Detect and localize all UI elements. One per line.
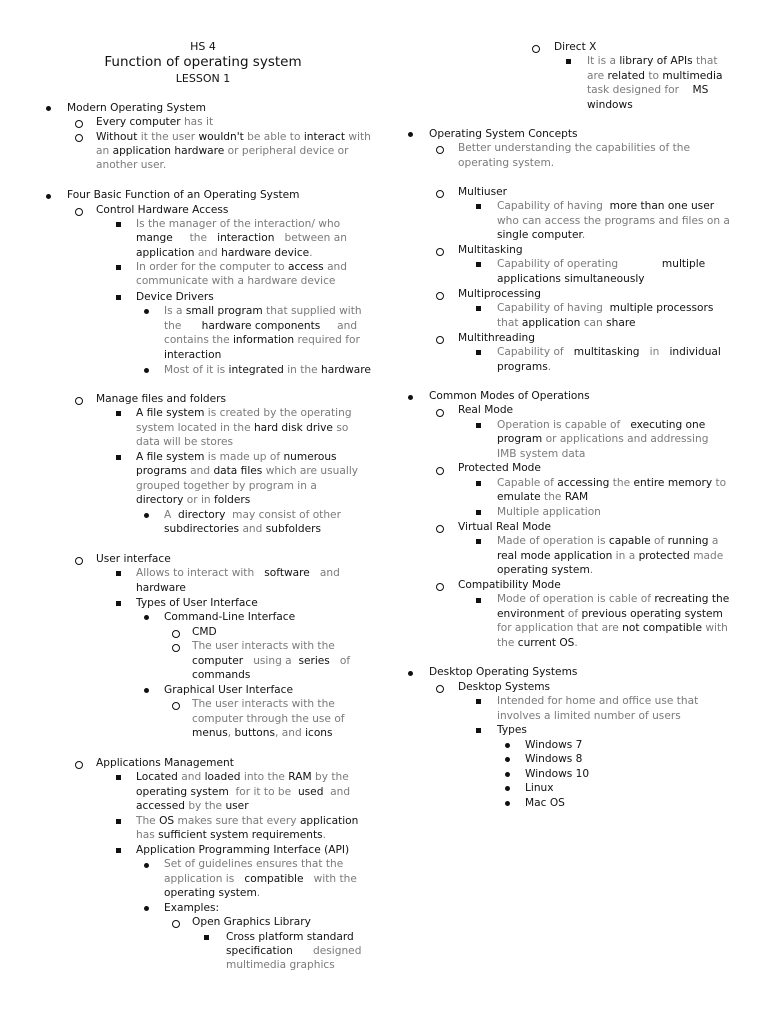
text-line: hardware <box>136 582 186 594</box>
text-line: Mode of operation is cable of recreating the <box>497 593 730 605</box>
bullet-dot <box>144 863 149 868</box>
bullet-dot <box>505 786 510 791</box>
text-line: commands <box>192 669 251 681</box>
text-line: windows <box>587 99 633 111</box>
text-line: Operation is capable of executing one <box>497 419 706 431</box>
text-line: the hardware components and <box>164 320 358 332</box>
text-line: operating system for it to be used and <box>136 786 351 798</box>
list-item-cont: an application hardware or peripheral device or <box>96 145 349 157</box>
bullet-dot <box>505 757 510 762</box>
subheading-control: Control Hardware Access <box>96 204 229 216</box>
bullet-circle <box>172 920 180 928</box>
subheading-apps: Applications Management <box>96 757 234 769</box>
bullet-dot <box>505 772 510 777</box>
text-line: emulate the RAM <box>497 491 589 503</box>
bullet-square <box>476 306 481 311</box>
section-heading-four: Four Basic Function of an Operating System <box>67 189 300 201</box>
text-line: task designed for MS <box>587 84 709 96</box>
subheading-types-ui: Types of User Interface <box>136 597 258 609</box>
bullet-circle <box>75 120 83 128</box>
list-item: Windows 10 <box>525 768 590 780</box>
text-line: Made of operation is capable of running a <box>497 535 719 547</box>
text-line: programs and data files which are usually <box>136 465 359 477</box>
bullet-square <box>476 539 481 544</box>
bullet-dot <box>144 615 149 620</box>
bullet-square <box>116 775 121 780</box>
subheading-cli: Command-Line Interface <box>164 611 296 623</box>
subheading-examples: Examples: <box>164 902 220 914</box>
text-line: are related to multimedia <box>587 70 723 82</box>
text-line: involves a limited number of users <box>497 710 681 722</box>
list-item-cont: another user. <box>96 159 167 171</box>
list-item: Every computer has it <box>96 116 214 128</box>
text-line: Intended for home and office use that <box>497 695 699 707</box>
subject-code: HS 4 <box>190 40 216 53</box>
bullet-dot <box>144 309 149 314</box>
text-line: that application can share <box>497 317 636 329</box>
text-line: data will be stores <box>136 436 234 448</box>
text-line: computer through the use of <box>192 713 345 725</box>
text-line: A file system is created by the operating <box>136 407 352 419</box>
bullet-square <box>116 411 121 416</box>
section-heading-desktop: Desktop Operating Systems <box>429 666 578 678</box>
bullet-circle <box>75 134 83 142</box>
text-line: The OS makes sure that every application <box>136 815 359 827</box>
text-line: Multiple application <box>497 506 601 518</box>
subheading-directx: Direct X <box>554 41 597 53</box>
text-line: CMD <box>192 626 217 638</box>
bullet-circle <box>75 208 83 216</box>
bullet-square <box>476 262 481 267</box>
text-line: accessed by the user <box>136 800 249 812</box>
subheading-gui: Graphical User Interface <box>164 684 294 696</box>
text-line: Most of it is integrated in the hardware <box>164 364 371 376</box>
bullet-circle <box>172 630 180 638</box>
text-line: who can access the programs and files on a <box>497 215 730 227</box>
text-line: Is the manager of the interaction/ who <box>136 218 341 230</box>
bullet-circle <box>436 292 444 300</box>
bullet-square <box>476 598 481 603</box>
bullet-square <box>476 204 481 209</box>
list-item: Mac OS <box>525 797 565 809</box>
bullet-square <box>204 935 209 940</box>
text-line: Capable of accessing the entire memory to <box>497 477 727 489</box>
text-line: Set of guidelines ensures that the <box>164 858 344 870</box>
bullet-square <box>476 481 481 486</box>
bullet-circle <box>75 557 83 565</box>
text-line: It is a library of APIs that <box>587 55 718 67</box>
subheading-real: Real Mode <box>458 404 514 416</box>
text-line: environment of previous operating system <box>497 608 723 620</box>
page-title: Function of operating system <box>104 54 302 70</box>
text-line: Capability of having more than one user <box>497 200 715 212</box>
text-line: for application that are not compatible with <box>497 622 728 634</box>
bullet-dot <box>46 194 51 199</box>
bullet-circle <box>172 644 180 652</box>
bullet-dot <box>144 906 149 911</box>
bullet-circle <box>172 702 180 710</box>
text-line: multimedia graphics <box>226 959 335 971</box>
bullet-dot <box>408 395 413 400</box>
text-line: the current OS. <box>497 637 578 649</box>
text-line: program or applications and addressing <box>497 433 709 445</box>
bullet-square <box>116 571 121 576</box>
bullet-dot <box>505 801 510 806</box>
text-line: The user interacts with the <box>192 640 335 652</box>
text-line: Better understanding the capabilities of the <box>458 142 691 154</box>
subheading-compat: Compatibility Mode <box>458 579 561 591</box>
bullet-circle <box>532 45 540 53</box>
text-line: application and hardware device. <box>136 247 313 259</box>
bullet-circle <box>436 146 444 154</box>
bullet-square <box>476 699 481 704</box>
subheading-multithreading: Multithreading <box>458 332 536 344</box>
bullet-dot <box>144 688 149 693</box>
bullet-dot <box>46 106 51 111</box>
list-item: Windows 7 <box>525 739 583 751</box>
section-heading-concepts: Operating System Concepts <box>429 128 578 140</box>
bullet-square <box>116 848 121 853</box>
subheading-api: Application Programming Interface (API) <box>136 844 350 856</box>
text-line: Capability of operating multiple <box>497 258 706 270</box>
text-line: Allows to interact with software and <box>136 567 340 579</box>
subheading-multiprocessing: Multiprocessing <box>458 288 541 300</box>
list-item: Without it the user wouldn't be able to interact with <box>96 131 371 143</box>
text-line: computer using a series of <box>192 655 351 667</box>
bullet-dot <box>408 671 413 676</box>
text-line: Capability of multitasking in individual <box>497 346 721 358</box>
text-line: applications simultaneously <box>497 273 645 285</box>
text-line: The user interacts with the <box>192 698 335 710</box>
text-line: subdirectories and subfolders <box>164 523 321 535</box>
text-line: system located in the hard disk drive so <box>136 422 349 434</box>
text-line: operating system. <box>497 564 594 576</box>
bullet-square <box>476 423 481 428</box>
text-line: grouped together by program in a <box>136 480 317 492</box>
bullet-square <box>116 295 121 300</box>
text-line: real mode application in a protected made <box>497 550 724 562</box>
bullet-circle <box>436 248 444 256</box>
section-heading-modern: Modern Operating System <box>67 102 206 114</box>
text-line: A directory may consist of other <box>164 509 341 521</box>
subheading-drivers: Device Drivers <box>136 291 214 303</box>
text-line: application is compatible with the <box>164 873 357 885</box>
bullet-square <box>476 350 481 355</box>
text-line: In order for the computer to access and <box>136 261 347 273</box>
subheading-ui: User interface <box>96 553 171 565</box>
bullet-circle <box>436 336 444 344</box>
bullet-dot <box>505 743 510 748</box>
text-line: Located and loaded into the RAM by the <box>136 771 349 783</box>
text-line: Is a small program that supplied with <box>164 305 362 317</box>
subheading-protected: Protected Mode <box>458 462 541 474</box>
subheading-virtual: Virtual Real Mode <box>458 521 552 533</box>
list-item: Linux <box>525 782 554 794</box>
bullet-dot <box>408 132 413 137</box>
subheading-files: Manage files and folders <box>96 393 227 405</box>
bullet-circle <box>436 409 444 417</box>
text-line: communicate with a hardware device <box>136 275 336 287</box>
bullet-dot <box>144 513 149 518</box>
text-line: has sufficient system requirements. <box>136 829 327 841</box>
bullet-square <box>116 601 121 606</box>
text-line: A file system is made up of numerous <box>136 451 337 463</box>
text-line: interaction <box>164 349 222 361</box>
bullet-circle <box>436 467 444 475</box>
bullet-circle <box>436 525 444 533</box>
bullet-circle <box>436 583 444 591</box>
bullet-square <box>476 728 481 733</box>
subheading-types: Types <box>497 724 527 736</box>
text-line: menus, buttons, and icons <box>192 727 333 739</box>
text-line: operating system. <box>164 887 261 899</box>
bullet-circle <box>75 397 83 405</box>
text-line: contains the information required for <box>164 334 360 346</box>
text-line: Cross platform standard <box>226 931 354 943</box>
bullet-square <box>116 819 121 824</box>
subheading-multiuser: Multiuser <box>458 186 508 198</box>
bullet-circle <box>75 761 83 769</box>
lesson-label: LESSON 1 <box>175 72 231 85</box>
list-item: Windows 8 <box>525 753 583 765</box>
subheading-ogl: Open Graphics Library <box>192 916 311 928</box>
section-heading-modes: Common Modes of Operations <box>429 390 590 402</box>
text-line: IMB system data <box>497 448 586 460</box>
text-line: Capability of having multiple processors <box>497 302 714 314</box>
bullet-circle <box>436 190 444 198</box>
subheading-desktop-systems: Desktop Systems <box>458 681 551 693</box>
subheading-multitasking: Multitasking <box>458 244 523 256</box>
bullet-square <box>566 59 571 64</box>
text-line: operating system. <box>458 157 555 169</box>
text-line: specification designed <box>226 945 362 957</box>
bullet-square <box>116 265 121 270</box>
text-line: single computer. <box>497 229 586 241</box>
bullet-circle <box>436 685 444 693</box>
text-line: mange the interaction between an <box>136 232 347 244</box>
text-line: programs. <box>497 361 552 373</box>
bullet-square <box>116 455 121 460</box>
text-line: directory or in folders <box>136 494 251 506</box>
bullet-square <box>476 510 481 515</box>
bullet-square <box>116 222 121 227</box>
bullet-dot <box>144 368 149 373</box>
